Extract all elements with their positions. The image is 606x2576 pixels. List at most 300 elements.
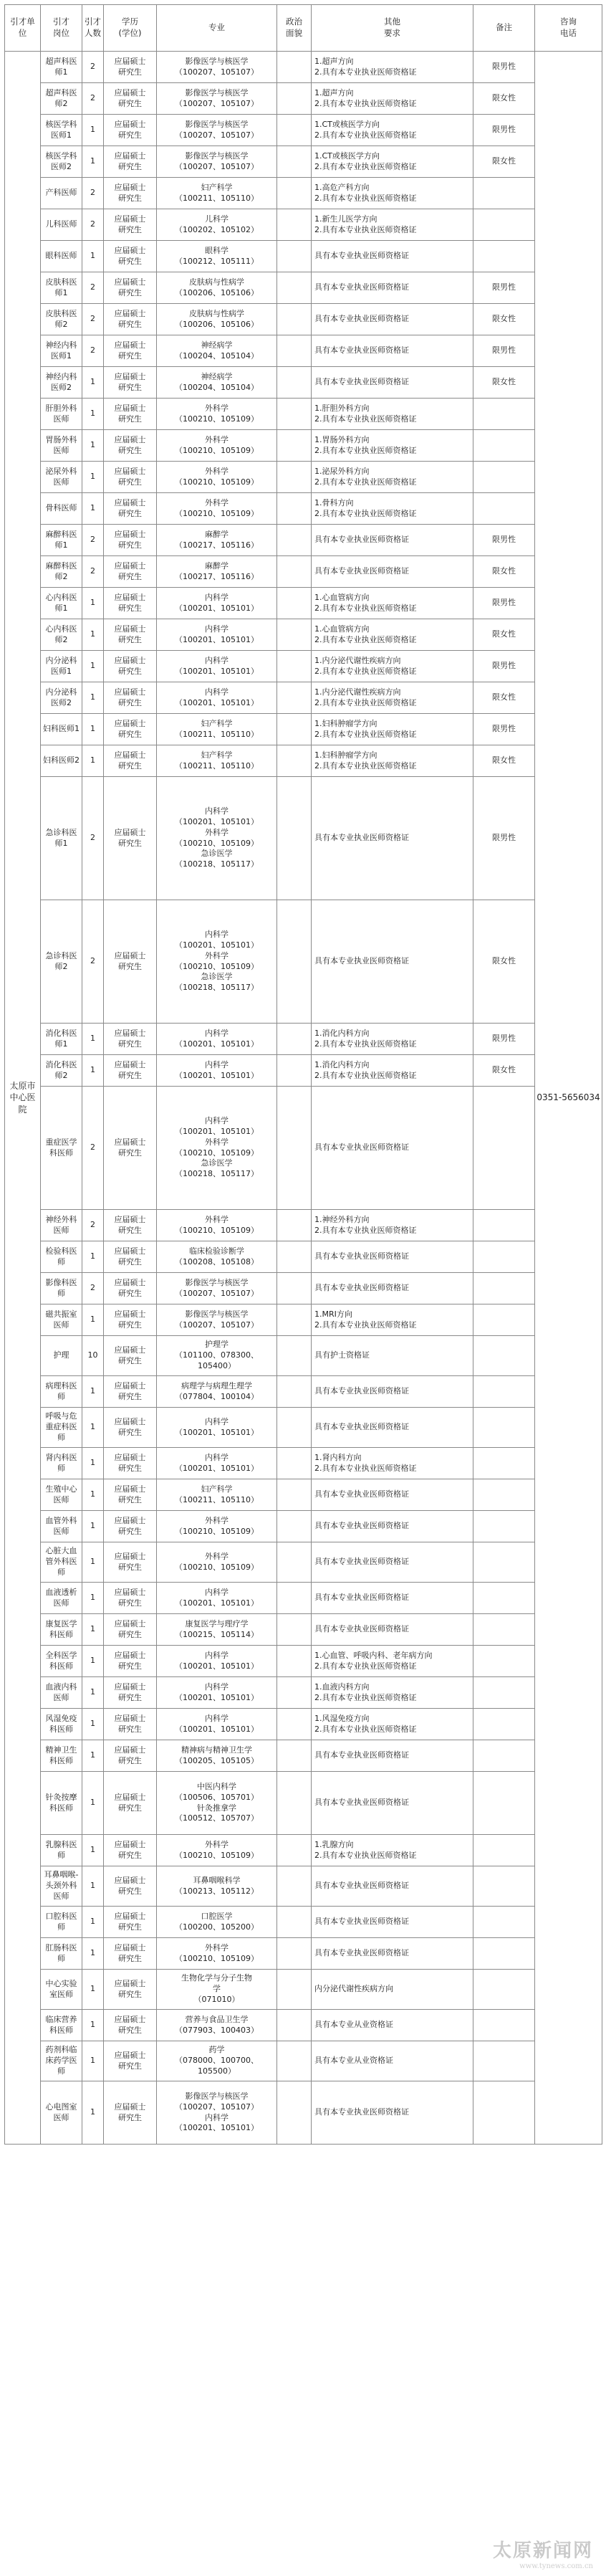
cell-major: 生物化学与分子生物 学 （071010） (157, 1970, 277, 2010)
cell-politics (277, 115, 312, 146)
table-row (5, 1907, 602, 1938)
cell-education: 应届硕士 研究生 (104, 1273, 157, 1304)
table-row (5, 1479, 602, 1511)
cell-notes (473, 1511, 535, 1542)
cell-politics (277, 462, 312, 493)
table-row (5, 1772, 602, 1835)
cell-count: 1 (82, 1646, 104, 1677)
table-row (5, 1448, 602, 1479)
cell-requirements: 具有本专业执业医师资格证 (312, 1583, 473, 1614)
cell-notes: 限男性 (473, 777, 535, 900)
recruitment-table (4, 4, 602, 2145)
cell-major: 皮肤病与性病学 （100206、105106） (157, 304, 277, 335)
table-row (5, 619, 602, 651)
cell-notes (473, 209, 535, 241)
cell-requirements: 具有本专业执业医师资格证 (312, 367, 473, 399)
cell-count: 1 (82, 1709, 104, 1740)
cell-requirements: 1.血液内科方向 2.具有本专业执业医师资格证 (312, 1677, 473, 1709)
cell-notes: 限男性 (473, 1024, 535, 1055)
cell-education: 应届硕士 研究生 (104, 588, 157, 619)
cell-notes: 限男性 (473, 115, 535, 146)
cell-notes (473, 2081, 535, 2145)
cell-major: 外科学 （100210、105109） (157, 1938, 277, 1970)
cell-count: 1 (82, 1677, 104, 1709)
cell-politics (277, 335, 312, 367)
cell-politics (277, 1835, 312, 1866)
table-row (5, 1614, 602, 1646)
cell-education: 应届硕士 研究生 (104, 525, 157, 556)
cell-major: 精神病与精神卫生学 （100205、105105） (157, 1740, 277, 1772)
cell-requirements: 具有本专业执业医师资格证 (312, 1087, 473, 1210)
cell-position: 血管外科 医师 (41, 1511, 82, 1542)
cell-count: 1 (82, 399, 104, 430)
cell-count: 2 (82, 304, 104, 335)
cell-politics (277, 1055, 312, 1087)
cell-notes (473, 1614, 535, 1646)
cell-requirements: 内分泌代谢性疾病方向 (312, 1970, 473, 2010)
table-row (5, 1970, 602, 2010)
table-row (5, 1646, 602, 1677)
cell-position: 精神卫生 科医师 (41, 1740, 82, 1772)
cell-notes: 限男性 (473, 714, 535, 745)
table-row (5, 209, 602, 241)
table-row (5, 272, 602, 304)
cell-requirements: 1.肝胆外科方向 2.具有本专业执业医师资格证 (312, 399, 473, 430)
cell-unit: 太原市 中心医 院 (5, 52, 41, 2145)
cell-count: 1 (82, 651, 104, 682)
table-row (5, 1336, 602, 1376)
cell-education: 应届硕士 研究生 (104, 556, 157, 588)
cell-politics (277, 1511, 312, 1542)
cell-politics (277, 241, 312, 272)
cell-politics (277, 2081, 312, 2145)
table-body (5, 52, 602, 2145)
cell-major: 营养与食品卫生学 （077903、100403） (157, 2010, 277, 2041)
cell-education: 应届硕士 研究生 (104, 52, 157, 83)
cell-politics (277, 1479, 312, 1511)
table-row (5, 2010, 602, 2041)
cell-position: 耳鼻咽喉- 头颈外科 医师 (41, 1866, 82, 1907)
cell-notes: 限男性 (473, 525, 535, 556)
cell-major: 外科学 （100210、105109） (157, 462, 277, 493)
cell-notes (473, 1583, 535, 1614)
cell-education: 应届硕士 研究生 (104, 1087, 157, 1210)
cell-notes (473, 1938, 535, 1970)
cell-politics (277, 1938, 312, 1970)
cell-notes (473, 1970, 535, 2010)
cell-notes: 限女性 (473, 682, 535, 714)
cell-politics (277, 367, 312, 399)
cell-position: 神经内科 医师1 (41, 335, 82, 367)
cell-position: 中心实验 室医师 (41, 1970, 82, 2010)
cell-education: 应届硕士 研究生 (104, 1772, 157, 1835)
cell-requirements: 具有本专业执业医师资格证 (312, 1241, 473, 1273)
cell-position: 核医学科 医师1 (41, 115, 82, 146)
cell-major: 外科学 （100210、105109） (157, 1542, 277, 1583)
cell-education: 应届硕士 研究生 (104, 1055, 157, 1087)
cell-count: 1 (82, 115, 104, 146)
cell-notes (473, 1210, 535, 1241)
cell-major: 内科学 （100201、105101） 外科学 （100210、105109） 急诊医学 （100218、105117） (157, 1087, 277, 1210)
cell-count: 1 (82, 1614, 104, 1646)
table-row (5, 178, 602, 209)
cell-education: 应届硕士 研究生 (104, 1511, 157, 1542)
header-count: 引才 人数 (82, 5, 104, 52)
cell-politics (277, 1336, 312, 1376)
cell-count: 1 (82, 2081, 104, 2145)
cell-major: 影像医学与核医学 （100207、105107） 内科学 （100201、105101） (157, 2081, 277, 2145)
cell-requirements: 具有本专业执业医师资格证 (312, 1408, 473, 1448)
cell-requirements: 1.神经外科方向 2.具有本专业执业医师资格证 (312, 1210, 473, 1241)
cell-education: 应届硕士 研究生 (104, 367, 157, 399)
cell-requirements: 1.肾内科方向 2.具有本专业执业医师资格证 (312, 1448, 473, 1479)
cell-notes (473, 1907, 535, 1938)
cell-notes: 限女性 (473, 146, 535, 178)
table-row (5, 682, 602, 714)
cell-education: 应届硕士 研究生 (104, 2081, 157, 2145)
cell-notes (473, 1241, 535, 1273)
cell-education: 应届硕士 研究生 (104, 1677, 157, 1709)
cell-notes (473, 1677, 535, 1709)
cell-count: 1 (82, 1241, 104, 1273)
cell-politics (277, 399, 312, 430)
cell-count: 1 (82, 1542, 104, 1583)
cell-education: 应届硕士 研究生 (104, 1866, 157, 1907)
cell-requirements: 1.妇科肿瘤学方向 2.具有本专业执业医师资格证 (312, 714, 473, 745)
cell-position: 超声科医 师1 (41, 52, 82, 83)
cell-major: 外科学 （100210、105109） (157, 1210, 277, 1241)
cell-requirements: 具有本专业执业医师资格证 (312, 1376, 473, 1408)
cell-count: 2 (82, 1087, 104, 1210)
cell-count: 2 (82, 272, 104, 304)
cell-major: 康复医学与理疗学 （100215、105114） (157, 1614, 277, 1646)
cell-politics (277, 900, 312, 1024)
cell-position: 针灸按摩 科医师 (41, 1772, 82, 1835)
cell-position: 皮肤科医 师1 (41, 272, 82, 304)
cell-count: 1 (82, 462, 104, 493)
cell-major: 内科学 （100201、105101） (157, 1408, 277, 1448)
cell-position: 乳腺科医 师 (41, 1835, 82, 1866)
cell-notes (473, 1273, 535, 1304)
cell-politics (277, 1907, 312, 1938)
watermark-logo-text: 太原新闻网 (492, 2540, 593, 2562)
cell-position: 麻醉科医 师2 (41, 556, 82, 588)
cell-major: 内科学 （100201、105101） (157, 1677, 277, 1709)
cell-major: 外科学 （100210、105109） (157, 1511, 277, 1542)
cell-requirements: 1.超声方向 2.具有本专业执业医师资格证 (312, 83, 473, 115)
cell-position: 心脏大血 管外科医 师 (41, 1542, 82, 1583)
table-row (5, 2041, 602, 2081)
cell-count: 2 (82, 1210, 104, 1241)
header-requirements: 其他 要求 (312, 5, 473, 52)
cell-count: 1 (82, 2010, 104, 2041)
cell-notes (473, 1646, 535, 1677)
cell-requirements: 1.内分泌代谢性疾病方向 2.具有本专业执业医师资格证 (312, 651, 473, 682)
cell-notes (473, 241, 535, 272)
cell-position: 临床营养 科医师 (41, 2010, 82, 2041)
cell-position: 检验科医 师 (41, 1241, 82, 1273)
table-row (5, 430, 602, 462)
cell-position: 产科医师 (41, 178, 82, 209)
cell-count: 1 (82, 2041, 104, 2081)
cell-education: 应届硕士 研究生 (104, 1740, 157, 1772)
cell-notes (473, 1336, 535, 1376)
cell-position: 肛肠科医 师 (41, 1938, 82, 1970)
cell-education: 应届硕士 研究生 (104, 2041, 157, 2081)
cell-education: 应届硕士 研究生 (104, 745, 157, 777)
table-row (5, 1835, 602, 1866)
header-politics: 政治 面貌 (277, 5, 312, 52)
cell-requirements: 具有本专业执业医师资格证 (312, 2081, 473, 2145)
cell-notes: 限女性 (473, 745, 535, 777)
cell-requirements: 具有本专业执业医师资格证 (312, 1542, 473, 1583)
cell-count: 1 (82, 1055, 104, 1087)
cell-notes: 限男性 (473, 52, 535, 83)
cell-position: 呼吸与危 重症科医 师 (41, 1408, 82, 1448)
table-row (5, 1583, 602, 1614)
cell-major: 眼科学 （100212、105111） (157, 241, 277, 272)
cell-education: 应届硕士 研究生 (104, 1542, 157, 1583)
table-row (5, 1241, 602, 1273)
cell-position: 重症医学 科医师 (41, 1087, 82, 1210)
cell-requirements: 具有本专业执业医师资格证 (312, 1479, 473, 1511)
cell-politics (277, 588, 312, 619)
cell-notes: 限女性 (473, 619, 535, 651)
cell-requirements: 具有本专业执业医师资格证 (312, 1866, 473, 1907)
cell-position: 心电图室 医师 (41, 2081, 82, 2145)
cell-notes: 限女性 (473, 304, 535, 335)
cell-education: 应届硕士 研究生 (104, 900, 157, 1024)
cell-position: 妇科医师1 (41, 714, 82, 745)
cell-politics (277, 1646, 312, 1677)
table-row (5, 1938, 602, 1970)
cell-requirements: 1.胃肠外科方向 2.具有本专业执业医师资格证 (312, 430, 473, 462)
cell-major: 外科学 （100210、105109） (157, 1835, 277, 1866)
cell-notes: 限男性 (473, 272, 535, 304)
cell-education: 应届硕士 研究生 (104, 1970, 157, 2010)
table-row (5, 335, 602, 367)
cell-count: 1 (82, 1511, 104, 1542)
cell-politics (277, 1273, 312, 1304)
cell-politics (277, 1709, 312, 1740)
cell-notes (473, 1376, 535, 1408)
cell-education: 应届硕士 研究生 (104, 1448, 157, 1479)
cell-major: 妇产科学 （100211、105110） (157, 714, 277, 745)
cell-education: 应届硕士 研究生 (104, 714, 157, 745)
cell-count: 1 (82, 1408, 104, 1448)
cell-education: 应届硕士 研究生 (104, 1210, 157, 1241)
cell-education: 应届硕士 研究生 (104, 493, 157, 525)
cell-position: 血液内科 医师 (41, 1677, 82, 1709)
cell-requirements: 1.风湿免疫方向 2.具有本专业执业医师资格证 (312, 1709, 473, 1740)
header-major: 专业 (157, 5, 277, 52)
cell-education: 应届硕士 研究生 (104, 1907, 157, 1938)
cell-major: 内科学 （100201、105101） (157, 651, 277, 682)
cell-major: 内科学 （100201、105101） (157, 588, 277, 619)
cell-count: 1 (82, 1583, 104, 1614)
cell-requirements: 1.妇科肿瘤学方向 2.具有本专业执业医师资格证 (312, 745, 473, 777)
table-row (5, 1087, 602, 1210)
cell-politics (277, 1304, 312, 1336)
cell-count: 1 (82, 146, 104, 178)
cell-education: 应届硕士 研究生 (104, 304, 157, 335)
cell-politics (277, 745, 312, 777)
cell-position: 肝胆外科 医师 (41, 399, 82, 430)
table-row (5, 367, 602, 399)
cell-major: 内科学 （100201、105101） (157, 1448, 277, 1479)
cell-education: 应届硕士 研究生 (104, 241, 157, 272)
cell-notes (473, 1087, 535, 1210)
cell-requirements: 具有本专业执业医师资格证 (312, 1938, 473, 1970)
cell-education: 应届硕士 研究生 (104, 1408, 157, 1448)
cell-count: 2 (82, 52, 104, 83)
cell-politics (277, 682, 312, 714)
header-notes: 备注 (473, 5, 535, 52)
table-row (5, 493, 602, 525)
cell-politics (277, 52, 312, 83)
cell-requirements: 具有本专业执业医师资格证 (312, 900, 473, 1024)
cell-requirements: 1.MRI方向 2.具有本专业执业医师资格证 (312, 1304, 473, 1336)
cell-position: 皮肤科医 师2 (41, 304, 82, 335)
cell-count: 2 (82, 209, 104, 241)
cell-count: 1 (82, 1479, 104, 1511)
cell-politics (277, 1241, 312, 1273)
cell-position: 肾内科医 师 (41, 1448, 82, 1479)
cell-education: 应届硕士 研究生 (104, 1583, 157, 1614)
cell-position: 胃肠外科 医师 (41, 430, 82, 462)
cell-education: 应届硕士 研究生 (104, 1614, 157, 1646)
table-row (5, 1511, 602, 1542)
table-row (5, 900, 602, 1024)
cell-count: 1 (82, 1448, 104, 1479)
cell-position: 病理科医 师 (41, 1376, 82, 1408)
cell-position: 麻醉科医 师1 (41, 525, 82, 556)
cell-count: 2 (82, 556, 104, 588)
cell-count: 1 (82, 241, 104, 272)
cell-count: 1 (82, 1938, 104, 1970)
cell-requirements: 具有本专业从业资格证 (312, 2041, 473, 2081)
cell-position: 泌尿外科 医师 (41, 462, 82, 493)
cell-politics (277, 2010, 312, 2041)
cell-count: 1 (82, 1835, 104, 1866)
cell-count: 1 (82, 1376, 104, 1408)
cell-position: 急诊科医 师2 (41, 900, 82, 1024)
cell-education: 应届硕士 研究生 (104, 1938, 157, 1970)
table-row (5, 1866, 602, 1907)
cell-position: 内分泌科 医师1 (41, 651, 82, 682)
cell-major: 内科学 （100201、105101） (157, 1709, 277, 1740)
cell-major: 影像医学与核医学 （100207、105107） (157, 146, 277, 178)
cell-requirements: 1.内分泌代谢性疾病方向 2.具有本专业执业医师资格证 (312, 682, 473, 714)
cell-requirements: 1.CT或核医学方向 2.具有本专业执业医师资格证 (312, 115, 473, 146)
table-row (5, 1408, 602, 1448)
cell-position: 康复医学 科医师 (41, 1614, 82, 1646)
cell-count: 10 (82, 1336, 104, 1376)
table-row (5, 556, 602, 588)
cell-major: 临床检验诊断学 （100208、105108） (157, 1241, 277, 1273)
cell-requirements: 具有本专业从业资格证 (312, 2010, 473, 2041)
cell-count: 2 (82, 900, 104, 1024)
cell-education: 应届硕士 研究生 (104, 462, 157, 493)
cell-count: 1 (82, 1970, 104, 2010)
cell-position: 血液透析 医师 (41, 1583, 82, 1614)
cell-education: 应届硕士 研究生 (104, 335, 157, 367)
cell-politics (277, 1542, 312, 1583)
cell-politics (277, 1376, 312, 1408)
table-row (5, 115, 602, 146)
cell-requirements: 具有本专业执业医师资格证 (312, 1907, 473, 1938)
cell-requirements: 具有护士资格证 (312, 1336, 473, 1376)
cell-requirements: 具有本专业执业医师资格证 (312, 304, 473, 335)
cell-notes: 限女性 (473, 1055, 535, 1087)
cell-politics (277, 146, 312, 178)
cell-politics (277, 430, 312, 462)
cell-major: 妇产科学 （100211、105110） (157, 745, 277, 777)
cell-politics (277, 304, 312, 335)
cell-requirements: 1.超声方向 2.具有本专业执业医师资格证 (312, 52, 473, 83)
table-row (5, 1709, 602, 1740)
table-row (5, 745, 602, 777)
cell-education: 应届硕士 研究生 (104, 83, 157, 115)
cell-count: 1 (82, 367, 104, 399)
table-row (5, 777, 602, 900)
table-row (5, 1273, 602, 1304)
cell-notes (473, 430, 535, 462)
cell-major: 外科学 （100210、105109） (157, 430, 277, 462)
cell-position: 全科医学 科医师 (41, 1646, 82, 1677)
table-row (5, 1677, 602, 1709)
cell-notes (473, 1542, 535, 1583)
cell-politics (277, 1024, 312, 1055)
cell-major: 耳鼻咽喉科学 （100213、105112） (157, 1866, 277, 1907)
cell-notes (473, 1740, 535, 1772)
cell-count: 1 (82, 1907, 104, 1938)
table-row (5, 2081, 602, 2145)
cell-position: 超声科医 师2 (41, 83, 82, 115)
cell-politics (277, 1448, 312, 1479)
cell-education: 应届硕士 研究生 (104, 146, 157, 178)
table-row (5, 651, 602, 682)
table-row (5, 83, 602, 115)
cell-position: 药剂科临 床药学医 师 (41, 2041, 82, 2081)
cell-requirements: 1.新生儿医学方向 2.具有本专业执业医师资格证 (312, 209, 473, 241)
table-row (5, 714, 602, 745)
cell-count: 2 (82, 1273, 104, 1304)
site-watermark-logo (493, 2536, 593, 2570)
cell-position: 护理 (41, 1336, 82, 1376)
cell-education: 应届硕士 研究生 (104, 1709, 157, 1740)
cell-count: 1 (82, 430, 104, 462)
cell-count: 2 (82, 178, 104, 209)
cell-major: 神经病学 （100204、105104） (157, 335, 277, 367)
cell-major: 病理学与病理生理学 （077804、100104） (157, 1376, 277, 1408)
cell-requirements: 具有本专业执业医师资格证 (312, 1273, 473, 1304)
cell-count: 1 (82, 619, 104, 651)
cell-requirements: 1.心血管病方向 2.具有本专业执业医师资格证 (312, 588, 473, 619)
cell-count: 2 (82, 777, 104, 900)
cell-notes: 限男性 (473, 588, 535, 619)
cell-major: 妇产科学 （100211、105110） (157, 1479, 277, 1511)
cell-education: 应届硕士 研究生 (104, 1376, 157, 1408)
cell-education: 应届硕士 研究生 (104, 1336, 157, 1376)
cell-major: 影像医学与核医学 （100207、105107） (157, 83, 277, 115)
cell-politics (277, 1408, 312, 1448)
cell-notes: 限男性 (473, 335, 535, 367)
cell-education: 应届硕士 研究生 (104, 1646, 157, 1677)
table-row (5, 1024, 602, 1055)
cell-count: 1 (82, 1024, 104, 1055)
cell-position: 核医学科 医师2 (41, 146, 82, 178)
